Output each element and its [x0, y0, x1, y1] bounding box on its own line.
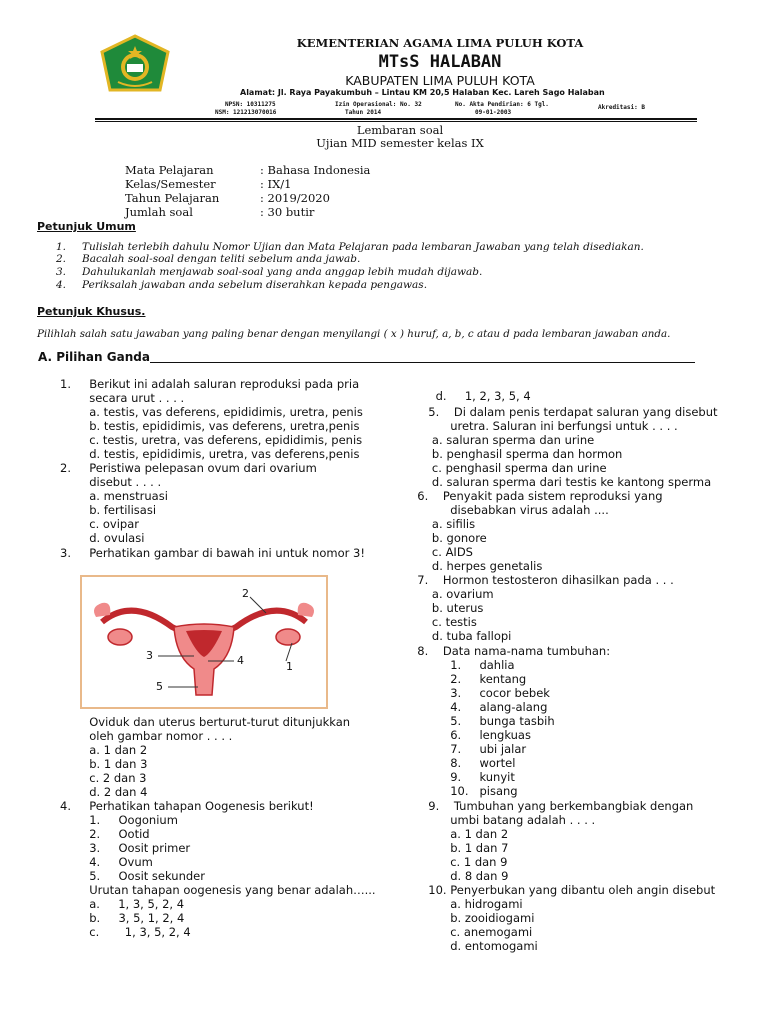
info-value: : 30 butir [260, 205, 315, 219]
question-line: 10. Penyerbukan yang dibantu oleh angin disebut [410, 883, 716, 897]
list-item: 9. kunyit [410, 770, 515, 784]
list-item: 4. alang-alang [410, 700, 548, 714]
question-line: 1. Berikut ini adalah saluran reproduksi pada pria [60, 377, 360, 391]
answer-option: b. gonore [410, 531, 487, 545]
answer-option: c. 2 dan 3 [60, 771, 147, 785]
akta-date: 09-01-2003 [475, 109, 512, 116]
izin-operasional: Izin Operasional: No. 32 [335, 101, 422, 108]
list-number: 1. [56, 241, 67, 253]
info-label: Mata Pelajaran [125, 163, 214, 177]
list-item: 5. bunga tasbih [410, 714, 555, 728]
header-rule-thick [95, 118, 697, 120]
answer-option: c. AIDS [410, 545, 473, 559]
info-value: : IX/1 [260, 177, 292, 191]
question-line: 8. Data nama-nama tumbuhan: [410, 644, 611, 658]
diagram-label: 5 [156, 680, 163, 693]
answer-option: b. uterus [410, 601, 484, 615]
answer-option: b. 1 dan 7 [410, 841, 509, 855]
diagram-label: 2 [242, 587, 249, 600]
akta-pendirian: No. Akta Pendirian: 6 Tgl. [455, 101, 549, 108]
list-item: Periksalah jawaban anda sebelum diserahkan kepada pengawas. [82, 279, 428, 291]
answer-option: b. fertilisasi [60, 503, 157, 517]
answer-option: a. saluran sperma dan urine [410, 433, 595, 447]
diagram-label: 1 [286, 660, 293, 673]
list-number: 2. [56, 253, 67, 265]
question-line: uretra. Saluran ini berfungsi untuk . . . . [410, 419, 678, 433]
list-item: 3. Oosit primer [60, 841, 191, 855]
list-item: 5. Oosit sekunder [60, 869, 205, 883]
answer-option: d. testis, epididimis, uretra, vas deferens,penis [60, 447, 360, 461]
list-item: 2. Ootid [60, 827, 150, 841]
answer-option: c. penghasil sperma dan urine [410, 461, 607, 475]
info-value: : Bahasa Indonesia [260, 163, 371, 177]
question-line: Urutan tahapan oogenesis yang benar adalah…... [60, 883, 376, 897]
answer-option: a. 1 dan 2 [410, 827, 509, 841]
answer-option: a. hidrogami [410, 897, 523, 911]
special-instructions-heading: Petunjuk Khusus. [37, 305, 146, 318]
answer-option: c. ovipar [60, 517, 139, 531]
section-underline [150, 362, 695, 363]
answer-option: a. 1 dan 2 [60, 743, 148, 757]
special-instructions-text: Pilihlah salah satu jawaban yang paling benar dengan menyilangi ( x ) huruf, a, b, c atau d pada lembaran jawaban anda. [37, 328, 671, 340]
list-item: 3. cocor bebek [410, 686, 550, 700]
answer-option: d. tuba fallopi [410, 629, 512, 643]
list-number: 4. [56, 279, 67, 291]
list-item: 1. dahlia [410, 658, 515, 672]
doc-subtitle: Ujian MID semester kelas IX [316, 136, 484, 150]
answer-option: b. 3, 5, 1, 2, 4 [60, 911, 185, 925]
answer-option: d. 1, 2, 3, 5, 4 [410, 389, 531, 403]
answer-option: c. anemogami [410, 925, 533, 939]
answer-option: d. ovulasi [60, 531, 145, 545]
answer-option: a. 1, 3, 5, 2, 4 [60, 897, 185, 911]
npsn: NPSN: 10311275 [225, 101, 276, 108]
answer-option: c. 1, 3, 5, 2, 4 [60, 925, 191, 939]
answer-option: c. testis, uretra, vas deferens, epididimis, penis [60, 433, 363, 447]
list-item: 8. wortel [410, 756, 516, 770]
diagram-label: 3 [146, 649, 153, 662]
question-line: umbi batang adalah . . . . [410, 813, 596, 827]
info-label: Tahun Pelajaran [125, 191, 220, 205]
answer-option: c. 1 dan 9 [410, 855, 508, 869]
header-rule-thin [95, 121, 697, 122]
answer-option: c. testis [410, 615, 477, 629]
answer-option: b. 1 dan 3 [60, 757, 148, 771]
info-label: Kelas/Semester [125, 177, 216, 191]
reproductive-system-diagram [80, 575, 328, 709]
question-line: secara urut . . . . [60, 391, 185, 405]
question-line: 3. Perhatikan gambar di bawah ini untuk nomor 3! [60, 546, 365, 560]
ministry-name: KEMENTERIAN AGAMA LIMA PULUH KOTA [296, 36, 584, 50]
regency-name: KABUPATEN LIMA PULUH KOTA [345, 73, 535, 88]
section-title: A. Pilihan Ganda [38, 350, 150, 364]
list-item: 7. ubi jalar [410, 742, 527, 756]
general-instructions-heading: Petunjuk Umum [37, 220, 136, 233]
question-line: 7. Hormon testosteron dihasilkan pada . . . [410, 573, 674, 587]
akreditasi: Akreditasi: B [598, 104, 645, 111]
answer-option: d. entomogami [410, 939, 538, 953]
question-line: oleh gambar nomor . . . . [60, 729, 233, 743]
question-line: 6. Penyakit pada sistem reproduksi yang [410, 489, 663, 503]
question-line: disebabkan virus adalah .... [410, 503, 609, 517]
doc-title: Lembaran soal [356, 123, 444, 137]
answer-option: d. saluran sperma dari testis ke kantong sperma [410, 475, 712, 489]
list-item: 10. pisang [410, 784, 518, 798]
question-line: 4. Perhatikan tahapan Oogenesis berikut! [60, 799, 314, 813]
diagram-label: 4 [237, 654, 244, 667]
answer-option: d. 8 dan 9 [410, 869, 509, 883]
answer-option: d. 2 dan 4 [60, 785, 148, 799]
answer-option: a. sifilis [410, 517, 476, 531]
question-line: disebut . . . . [60, 475, 162, 489]
answer-option: a. ovarium [410, 587, 494, 601]
answer-option: a. testis, vas deferens, epididimis, uretra, penis [60, 405, 363, 419]
izin-year: Tahun 2014 [345, 109, 382, 116]
list-item: Bacalah soal-soal dengan teliti sebelum anda jawab. [82, 253, 361, 265]
question-line: 2. Peristiwa pelepasan ovum dari ovarium [60, 461, 317, 475]
nsm: NSM: 121213070016 [215, 109, 277, 116]
answer-option: a. menstruasi [60, 489, 168, 503]
school-address: Alamat: Jl. Raya Payakumbuh – Lintau KM 20,5 Halaban Kec. Lareh Sago Halaban [240, 88, 605, 97]
school-name: MTsS HALABAN [378, 52, 502, 72]
school-logo [98, 34, 172, 96]
list-item: 1. Oogonium [60, 813, 178, 827]
list-item: Tulislah terlebih dahulu Nomor Ujian dan Mata Pelajaran pada lembaran Jawaban yang telah disediakan. [82, 241, 644, 253]
list-item: Dahulukanlah menjawab soal-soal yang anda anggap lebih mudah dijawab. [82, 266, 483, 278]
answer-option: b. zooidiogami [410, 911, 535, 925]
answer-option: b. testis, epididimis, vas deferens, uretra,penis [60, 419, 360, 433]
list-item: 6. lengkuas [410, 728, 531, 742]
question-line: 9. Tumbuhan yang berkembangbiak dengan [410, 799, 694, 813]
info-label: Jumlah soal [125, 205, 193, 219]
answer-option: b. penghasil sperma dan hormon [410, 447, 623, 461]
question-line: 5. Di dalam penis terdapat saluran yang disebut [410, 405, 718, 419]
answer-option: d. herpes genetalis [410, 559, 543, 573]
list-item: 2. kentang [410, 672, 527, 686]
question-line: Oviduk dan uterus berturut-turut ditunjukkan [60, 715, 351, 729]
list-number: 3. [56, 266, 67, 278]
list-item: 4. Ovum [60, 855, 153, 869]
info-value: : 2019/2020 [260, 191, 330, 205]
